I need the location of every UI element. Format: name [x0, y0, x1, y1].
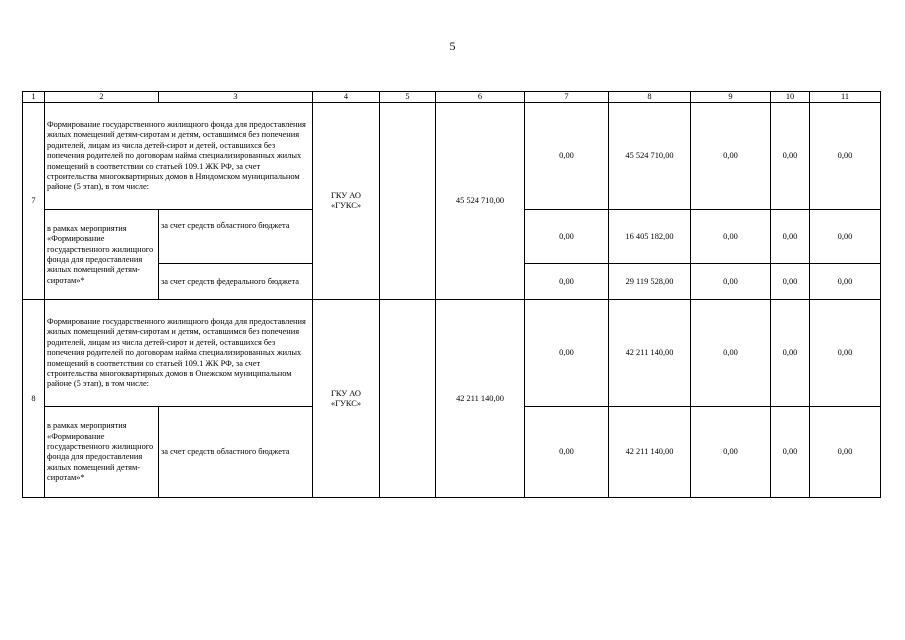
value-cell: 42 211 140,00 [609, 407, 691, 498]
header-cell: 5 [380, 92, 436, 103]
value-cell: 0,00 [810, 407, 881, 498]
value-cell: 0,00 [771, 103, 810, 210]
row-total: 45 524 710,00 [436, 103, 525, 300]
header-cell: 7 [525, 92, 609, 103]
header-cell: 2 [45, 92, 159, 103]
row-executor: ГКУ АО «ГУКС» [313, 300, 380, 498]
row-sub-label: в рамках мероприятия «Формирование государственного жилищного фонда для предоставления жилых помещений детям-сиротам»* [45, 210, 159, 300]
source-label: за счет средств областного бюджета [159, 210, 313, 264]
table-header-row [23, 92, 881, 103]
value-cell: 0,00 [525, 103, 609, 210]
header-cell: 11 [810, 92, 881, 103]
value-cell: 0,00 [810, 264, 881, 300]
value-cell: 0,00 [691, 210, 771, 264]
value-cell: 0,00 [771, 264, 810, 300]
header-cell: 9 [691, 92, 771, 103]
value-cell: 0,00 [691, 264, 771, 300]
value-cell: 0,00 [771, 210, 810, 264]
value-cell: 0,00 [525, 210, 609, 264]
value-cell: 16 405 182,00 [609, 210, 691, 264]
header-cell: 4 [313, 92, 380, 103]
value-cell: 0,00 [525, 264, 609, 300]
value-cell: 0,00 [771, 300, 810, 407]
row-col5-empty [380, 103, 436, 300]
table-row [23, 300, 881, 407]
row-total: 42 211 140,00 [436, 300, 525, 498]
value-cell: 0,00 [525, 300, 609, 407]
row-number: 8 [23, 300, 45, 498]
header-cell: 1 [23, 92, 45, 103]
row-description: Формирование государственного жилищного фонда для предоставления жилых помещений детям-сиротам и детям, оставшимся без попечения родителей, лицам из числа детей-сирот и детей, оставшихся без попечения родителей по договорам найма специализированных жилых помещений в соответствии со статьей 109.1 ЖК РФ, за счет строительства многоквартирных домов в Няндомском муниципальном районе (5 этап), в том числе: [45, 103, 313, 210]
header-cell: 6 [436, 92, 525, 103]
value-cell: 0,00 [691, 407, 771, 498]
value-cell: 0,00 [771, 407, 810, 498]
value-cell: 29 119 528,00 [609, 264, 691, 300]
value-cell: 0,00 [525, 407, 609, 498]
table-row [23, 103, 881, 210]
source-label: за счет средств областного бюджета [159, 407, 313, 498]
value-cell: 0,00 [810, 210, 881, 264]
row-number: 7 [23, 103, 45, 300]
row-description: Формирование государственного жилищного фонда для предоставления жилых помещений детям-сиротам и детям, оставшимся без попечения родителей, лицам из числа детей-сирот и детей, оставшихся без попечения родителей по договорам найма специализированных жилых помещений в соответствии со статьей 109.1 ЖК РФ, за счет строительства многоквартирных домов в Онежском муниципальном районе (5 этап), в том числе: [45, 300, 313, 407]
value-cell: 45 524 710,00 [609, 103, 691, 210]
row-sub-label: в рамках мероприятия «Формирование государственного жилищного фонда для предоставления жилых помещений детям-сиротам»* [45, 407, 159, 498]
page-number: 5 [449, 39, 456, 53]
row-executor: ГКУ АО «ГУКС» [313, 103, 380, 300]
header-cell: 3 [159, 92, 313, 103]
header-cell: 10 [771, 92, 810, 103]
row-col5-empty [380, 300, 436, 498]
value-cell: 0,00 [691, 103, 771, 210]
value-cell: 0,00 [691, 300, 771, 407]
value-cell: 0,00 [810, 300, 881, 407]
value-cell: 0,00 [810, 103, 881, 210]
source-label: за счет средств федерального бюджета [159, 264, 313, 300]
value-cell: 42 211 140,00 [609, 300, 691, 407]
budget-table [22, 91, 881, 498]
header-cell: 8 [609, 92, 691, 103]
